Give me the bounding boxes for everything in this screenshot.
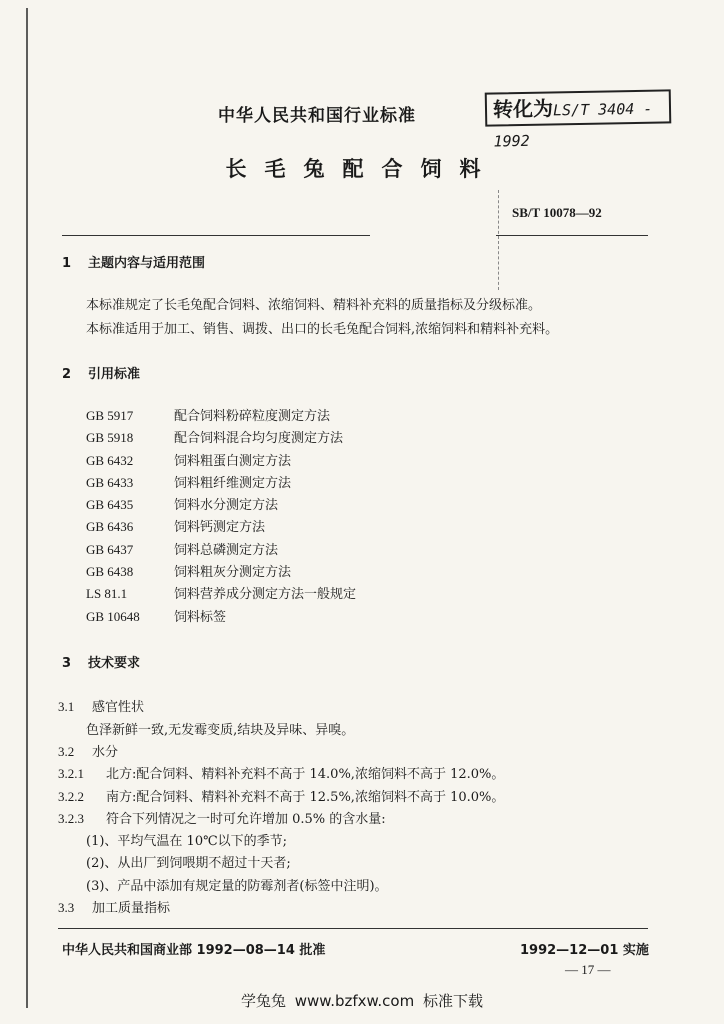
clause-3-1: 3.1 感官性状 [58, 699, 145, 715]
condition-item: (1)、平均气温在 10℃以下的季节; [86, 834, 288, 849]
approval-line: 中华人民共和国商业部 1992—08—14 批准 [62, 943, 326, 958]
clause-3-2: 3.2 水分 [58, 744, 119, 760]
clause-3-2-3: 3.2.3 符合下列情况之一时可允许增加 0.5% 的含水量: [58, 811, 386, 827]
clause-3-2-1: 3.2.1 北方:配合饲料、精料补充料不高于 14.0%,浓缩饲料不高于 12.0%。 [58, 766, 505, 782]
standard-number: SB/T 10078—92 [512, 205, 602, 220]
clause-3-3: 3.3 加工质量指标 [58, 900, 171, 916]
section-1-paragraph: 本标准适用于加工、销售、调拨、出口的长毛兔配合饲料,浓缩饲料和精料补充料。 [86, 322, 559, 337]
implementation-date: 1992—12—01 实施 [520, 943, 649, 958]
handwritten-conversion-stamp [485, 89, 672, 151]
condition-item: (2)、从出厂到饲喂期不超过十天者; [86, 856, 291, 871]
footer-rule [58, 928, 648, 929]
industry-standard-heading: 中华人民共和国行业标准 [218, 106, 416, 126]
document-title: 长毛兔配合饲料 [225, 157, 499, 181]
reference-item: GB 6433 饲料粗纤维测定方法 [86, 475, 292, 491]
reference-item: GB 6435 饲料水分测定方法 [86, 497, 279, 513]
header-rule-right [496, 235, 648, 236]
site-watermark: 学兔兔 www.bzfxw.com 标准下载 [241, 992, 483, 1010]
section-2-heading: 2 引用标准 [62, 367, 141, 382]
reference-item: GB 6436 饲料钙测定方法 [86, 519, 266, 535]
handwritten-code: LS/T 3404 - 1992 [493, 99, 653, 151]
header-divider [498, 190, 499, 290]
reference-item: GB 6432 饲料粗蛋白测定方法 [86, 453, 292, 469]
section-1-paragraph: 本标准规定了长毛兔配合饲料、浓缩饲料、精料补充料的质量指标及分级标准。 [86, 298, 542, 313]
page-number: — 17 — [565, 962, 611, 977]
condition-item: (3)、产品中添加有规定量的防霉剂者(标签中注明)。 [86, 879, 388, 894]
clause-3-1-text: 色泽新鲜一致,无发霉变质,结块及异味、异嗅。 [86, 723, 355, 738]
reference-item: GB 6437 饲料总磷测定方法 [86, 542, 279, 558]
reference-item: GB 6438 饲料粗灰分测定方法 [86, 564, 292, 580]
section-1-heading: 1 主题内容与适用范围 [62, 256, 206, 271]
clause-3-2-2: 3.2.2 南方:配合饲料、精料补充料不高于 12.5%,浓缩饲料不高于 10.0%。 [58, 789, 505, 805]
reference-item: GB 5917 配合饲料粉碎粒度测定方法 [86, 408, 331, 424]
header-rule-left [62, 235, 370, 236]
reference-item: LS 81.1 饲料营养成分测定方法一般规定 [86, 586, 357, 602]
handwritten-prefix: 转化为 [492, 96, 554, 122]
reference-item: GB 10648 饲料标签 [86, 609, 227, 625]
section-3-heading: 3 技术要求 [62, 656, 141, 671]
reference-item: GB 5918 配合饲料混合均匀度测定方法 [86, 430, 344, 446]
